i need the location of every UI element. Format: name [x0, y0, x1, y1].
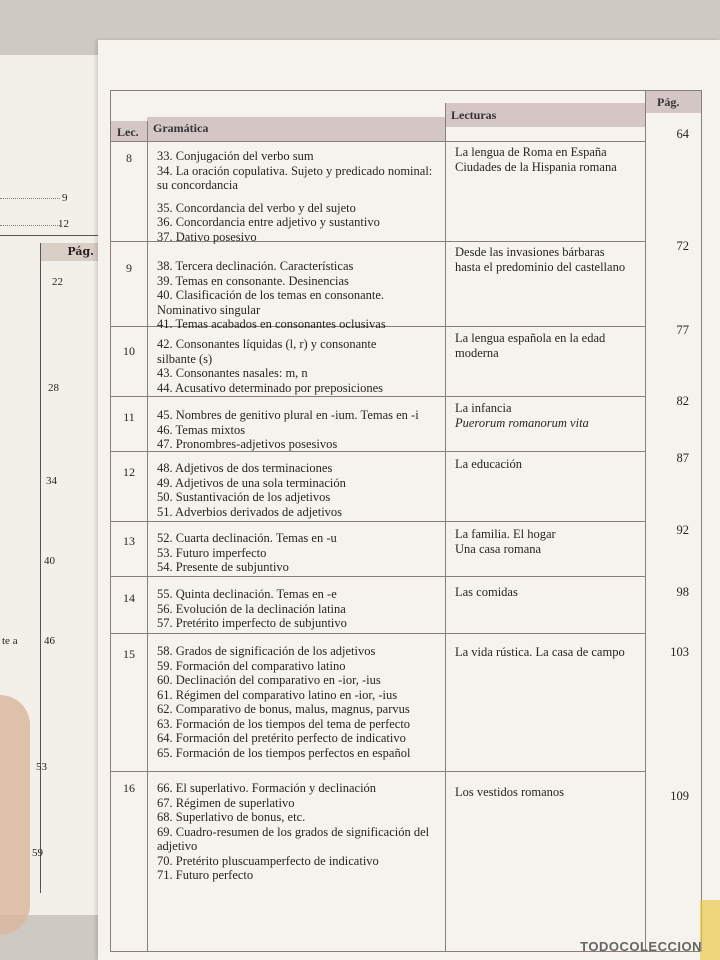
toc-dots	[0, 198, 60, 199]
header-gramatica: Gramática	[147, 117, 445, 141]
grammar-list: 38. Tercera declinación. Características 39. Temas en consonante. Desinencias 40. Clasificación de los temas en consonante. Nominativo singular 41. Temas acabados en consonantes oclusivas	[157, 259, 386, 331]
header-lecturas: Lecturas	[445, 103, 645, 127]
column-line	[147, 121, 148, 951]
row-line	[111, 396, 645, 397]
page-number: 64	[676, 127, 689, 141]
grammar-list: 42. Consonantes líquidas (l, r) y consonante silbante (s) 43. Consonantes nasales: m, n 44. Acusativo determinado por preposiciones	[157, 337, 383, 395]
column-line	[445, 103, 446, 951]
lesson-number: 10	[123, 344, 135, 358]
header-lec: Lec.	[111, 121, 147, 141]
lesson-number: 12	[123, 465, 135, 479]
page-number: 22	[52, 276, 63, 288]
finger	[0, 695, 30, 935]
row-line	[111, 521, 645, 522]
page-number: 109	[670, 789, 689, 803]
page-number: 72	[676, 239, 689, 253]
page-number: 87	[676, 451, 689, 465]
reading-list: La lengua de Roma en España Ciudades de la Hispania romana	[455, 145, 617, 174]
lesson-number: 14	[123, 591, 135, 605]
page-number: 98	[676, 585, 689, 599]
row-line	[111, 141, 645, 142]
reading-list: Desde las invasiones bárbaras hasta el predominio del castellano	[455, 245, 626, 274]
page-number: 82	[676, 394, 689, 408]
reading-list: Las comidas	[455, 585, 518, 599]
page-number: 46	[44, 635, 55, 647]
grammar-list: 48. Adjetivos de dos terminaciones 49. Adjetivos de una sola terminación 50. Sustantivación de los adjetivos 51. Adverbios derivados de adjetivos	[157, 461, 346, 519]
reading-list: La familia. El hogar Una casa romana	[455, 527, 556, 556]
main-page	[98, 40, 720, 960]
toc-dots	[0, 225, 60, 226]
page-number: 59	[32, 847, 43, 859]
header-pag: Pág.	[645, 91, 701, 113]
row-line	[111, 771, 645, 772]
page-number: 53	[36, 761, 47, 773]
divider	[0, 235, 100, 236]
left-page	[0, 55, 101, 915]
background-corner	[700, 900, 720, 960]
page-number: 77	[676, 323, 689, 337]
page-number: 34	[46, 475, 57, 487]
lesson-number: 11	[123, 410, 135, 424]
grammar-list: 52. Cuarta declinación. Temas en -u 53. Futuro imperfecto 54. Presente de subjuntivo	[157, 531, 337, 574]
grammar-list: 55. Quinta declinación. Temas en -e 56. Evolución de la declinación latina 57. Pretérito imperfecto de subjuntivo	[157, 587, 347, 630]
contents-table	[110, 90, 702, 952]
page-number: 40	[44, 555, 55, 567]
page-number: 28	[48, 382, 59, 394]
column-line	[645, 91, 646, 951]
toc-number: 9	[62, 192, 68, 204]
toc-number: 12	[58, 218, 69, 230]
lesson-number: 16	[123, 781, 135, 795]
row-line	[111, 576, 645, 577]
lesson-number: 9	[126, 261, 132, 275]
lesson-number: 8	[126, 151, 132, 165]
grammar-list: 66. El superlativo. Formación y declinación 67. Régimen de superlativo 68. Superlativo de bonus, etc. 69. Cuadro-resumen de los grados de significación del adjetivo 70. Pretérito pluscuamperfecto de indicativo 71. Futuro perfecto	[157, 781, 430, 882]
watermark: TODOCOLECCION	[580, 939, 702, 954]
row-line	[111, 633, 645, 634]
column-header: Pág.	[40, 243, 100, 261]
grammar-list: 45. Nombres de genitivo plural en -ium. Temas en -i 46. Temas mixtos 47. Pronombres-adjetivos posesivos	[157, 408, 419, 451]
page-number: 103	[670, 645, 689, 659]
lesson-number: 15	[123, 647, 135, 661]
column-line	[40, 243, 41, 893]
reading-list: La infancia Puerorum romanorum vita	[455, 401, 589, 430]
lesson-number: 13	[123, 534, 135, 548]
fragment-text: te a	[2, 635, 18, 647]
grammar-list: 58. Grados de significación de los adjetivos 59. Formación del comparativo latino 60. Declinación del comparativo en -ior, -ius 61. Régimen del comparativo latino en -ior, -ius 62. Comparativo de bonus, malus, magnus, parvus 63. Formación de los tiempos del tema de perfecto 64. Formación del pretérito perfecto de indicativo 65. Formación de los tiempos perfectos en español	[157, 644, 411, 760]
reading-list: La lengua española en la edad moderna	[455, 331, 606, 360]
reading-list: La vida rústica. La casa de campo	[455, 645, 625, 659]
reading-list: La educación	[455, 457, 522, 471]
page-number: 92	[676, 523, 689, 537]
reading-list: Los vestidos romanos	[455, 785, 565, 799]
grammar-list: 33. Conjugación del verbo sum 34. La oración copulativa. Sujeto y predicado nominal: su concordancia 35. Concordancia del verbo y del sujeto 36. Concordancia entre adjetivo y sustantivo 37. Dativo posesivo	[157, 149, 433, 244]
